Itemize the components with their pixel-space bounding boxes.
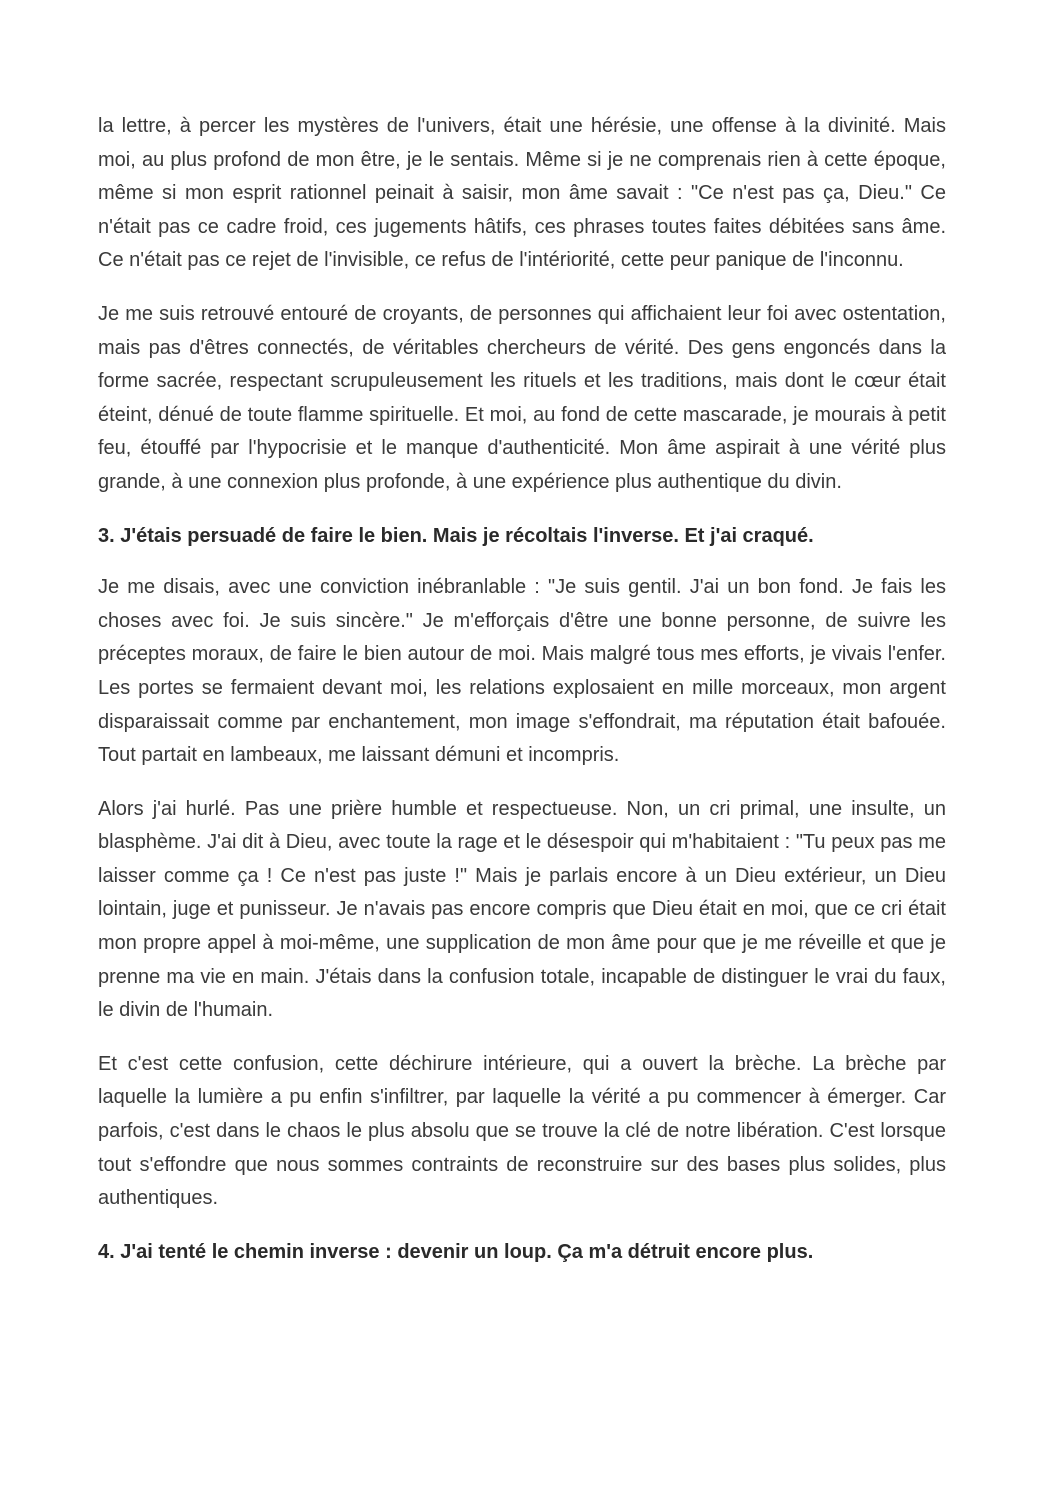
paragraph: la lettre, à percer les mystères de l'univers, était une hérésie, une offense à la divinité. Mais moi, au plus profond de mon être, je le sentais. Même si je ne comprenais rien à cette époque, même si mon esprit rationnel peinait à saisir, mon âme savait : "Ce n'est pas ça, Dieu." Ce n'était pas ce cadre froid, ces jugements hâtifs, ces phrases toutes faites débitées sans âme. Ce n'était pas ce rejet de l'invisible, ce refus de l'intériorité, cette peur panique de l'inconnu. [98,115,946,272]
paragraph: Je me suis retrouvé entouré de croyants, de personnes qui affichaient leur foi avec ostentation, mais pas d'êtres connectés, de véritables chercheurs de vérité. Des gens engoncés dans la forme sacrée, respectant scrupuleusement les rituels et les traditions, mais dont le cœur était éteint, dénué de toute flamme spirituelle. Et moi, au fond de cette mascarade, je mourais à petit feu, étouffé par l'hypocrisie et le manque d'authenticité. Mon âme aspirait à une vérité plus grande, à une connexion plus profonde, à une expérience plus authentique du divin. [98,302,946,493]
paragraph: Je me disais, avec une conviction inébranlable : "Je suis gentil. J'ai un bon fond. Je fais les choses avec foi. Je suis sincère." Je m'efforçais d'être une bonne personne, de suivre les préceptes moraux, de faire le bien autour de moi. Mais malgré tous mes efforts, je vivais l'enfer. Les portes se fermaient devant moi, les relations explosaient en mille morceaux, mon argent disparaissait comme par enchantement, mon image s'effondrait, ma réputation était bafouée. Tout partait en lambeaux, me laissant démuni et incompris. [98,576,946,767]
document-page [98,110,946,1287]
paragraph: Alors j'ai hurlé. Pas une prière humble et respectueuse. Non, un cri primal, une insulte, un blasphème. J'ai dit à Dieu, avec toute la rage et le désespoir qui m'habitaient : "Tu peux pas me laisser comme ça ! Ce n'est pas juste !" Mais je parlais encore à un Dieu extérieur, un Dieu lointain, juge et punisseur. Je n'avais pas encore compris que Dieu était en moi, que ce cri était mon propre appel à moi-même, une supplication de mon âme pour que je me réveille et que je prenne ma vie en main. J'étais dans la confusion totale, incapable de distinguer le vrai du faux, le divin de l'humain. [98,797,946,1022]
section-heading: 3. J'étais persuadé de faire le bien. Mais je récoltais l'inverse. Et j'ai craqué. [98,524,814,547]
paragraph: Et c'est cette confusion, cette déchirure intérieure, qui a ouvert la brèche. La brèche par laquelle la lumière a pu enfin s'infiltrer, par laquelle la vérité a pu commencer à émerger. Car parfois, c'est dans le chaos le plus absolu que se trouve la clé de notre libération. C'est lorsque tout s'effondre que nous sommes contraints de reconstruire sur des bases plus solides, plus authentiques. [98,1052,946,1210]
section-heading: 4. J'ai tenté le chemin inverse : devenir un loup. Ça m'a détruit encore plus. [98,1240,814,1263]
